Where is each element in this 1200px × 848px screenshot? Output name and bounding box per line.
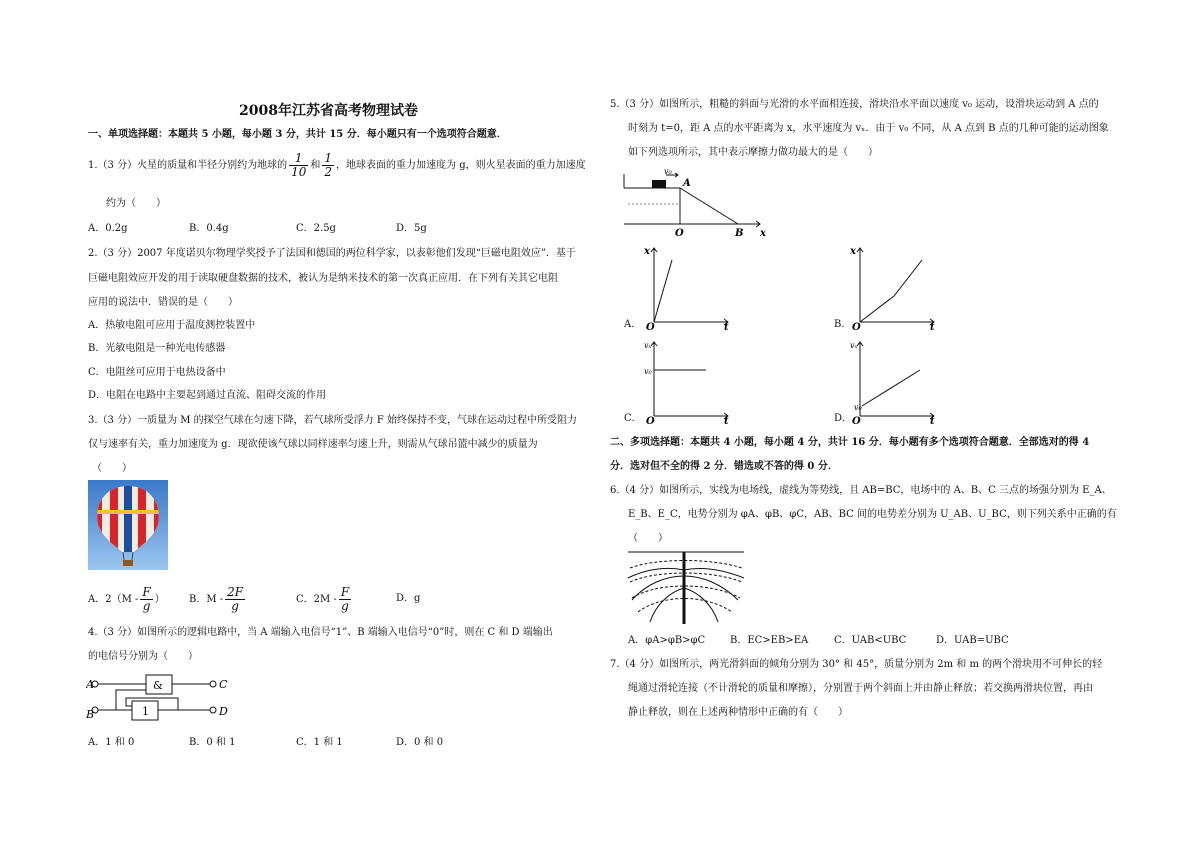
q4-stem-line1: 4.（3 分）如图所示的逻辑电路中，当 A 端输入电信号“1”、B 端输入电信号“0”时，则在 C 和 D 端输出 [88,627,553,638]
q3-option-a: A．2（M - $\frac{F}{g}$ ） [88,585,165,613]
section-1-heading: 一、单项选择题：本题共 5 小题，每小题 3 分，共计 15 分．每小题只有一个选项符合题意． [88,129,507,140]
svg-text:O: O [852,416,861,424]
incline-figure [620,166,770,238]
q6-option-c: C．UAB<UBC [834,635,907,646]
q2-stem-line1: 2.（3 分）2007 年度诺贝尔物理学奖授予了法国和德国的两位科学家，以表彰他们发现“巨磁电阻效应”．基于 [88,248,576,259]
svg-text:vₓ: vₓ [850,341,858,350]
hot-air-balloon-image [88,480,168,570]
section-2-heading-line1: 二、多项选择题：本题共 4 小题，每小题 4 分，共计 16 分．每小题有多个选项符合题意．全部选对的得 4 [610,437,1090,448]
q2-option-d: D．电阻在电路中主要起到通过直流、阻碍交流的作用 [88,390,327,401]
svg-text:vₓ: vₓ [644,341,652,350]
q4-option-d: D．0 和 0 [396,737,444,748]
q5-option-c: C． [624,413,642,424]
q5-graph-c [642,338,738,424]
terminal-a-label: A [86,678,94,691]
q7-stem-line3: 静止释放，则在上述两种情形中正确的有（ ） [628,707,848,718]
svg-text:t: t [930,322,935,330]
point-a-label: A [683,178,691,189]
q2-stem-line3: 应用的说法中．错误的是（ ） [88,297,238,308]
q1-option-b: B．0.4g [189,223,229,234]
fraction: $\frac{F}{g}$ [340,585,350,613]
svg-text:t: t [930,416,935,424]
svg-text:t: t [724,322,729,330]
point-b-label: B [735,228,744,238]
q5-option-b: B． [834,319,852,330]
q2-stem-line2: 巨磁电阻效应开发的用于读取硬盘数据的技术，被认为是纳米技术的第一次真正应用．在下列有关其它电阻 [88,273,558,284]
q7-stem-line1: 7.（4 分）如图所示，两光滑斜面的倾角分别为 30° 和 45°，质量分别为 2m 和 m 的两个滑块用不可伸长的轻 [610,659,1103,670]
svg-text:x: x [644,246,650,257]
fraction: $\frac{1}{2}$ [324,151,333,179]
question-1: 1.（3 分）火星的质量和半径分别约为地球的 $\frac{1}{10}$ 和 $\frac{1}{2}$ ，地球表面的重力加速度为 g，则火星表面的重力加速度 [88,151,586,179]
q1-option-d: D．5g [396,223,427,234]
fraction: $\frac{F}{g}$ [142,585,151,613]
q2-option-a: A．热敏电阻可应用于温度测控装置中 [88,320,256,331]
q6-stem-line2: E_B、E_C，电势分别为 φA、φB、φC，AB、BC 间的电势差分别为 U_AB、U_BC，则下列关系中正确的有 [628,509,1117,520]
terminal-d-label: D [219,705,228,718]
q6-stem-line3: （ ） [628,533,668,544]
svg-text:O: O [646,322,655,330]
q5-graph-a [642,244,738,330]
terminal-b-label: B [86,708,95,721]
svg-text:t: t [724,416,729,424]
svg-text:O: O [852,322,861,330]
terminal-c-label: C [219,678,228,691]
q2-option-c: C．电阻丝可应用于电热设备中 [88,367,226,378]
q3-stem-line1: 3.（3 分）一质量为 M 的探空气球在匀速下降，若气球所受浮力 F 始终保持不变，气球在运动过程中所受阻力 [88,415,577,426]
not-gate-symbol: 1 [142,705,149,718]
q5-graph-b [848,244,944,330]
q4-stem-line2: 的电信号分别为（ ） [88,651,198,662]
svg-text:x: x [850,246,856,257]
q3-stem-line3: （ ） [92,463,132,474]
q4-option-c: C．1 和 1 [296,737,343,748]
v0-label: v₀ [664,167,672,176]
q3-option-b: B．M - $\frac{2F}{g}$ [189,585,244,613]
fraction: $\frac{1}{10}$ [291,151,307,179]
q6-option-b: B．EC>EB>EA [730,635,809,646]
svg-text:O: O [646,416,655,424]
q5-option-d: D． [834,413,853,424]
q7-stem-line2: 绳通过滑轮连接（不计滑轮的质量和摩擦），分别置于两个斜面上并由静止释放；若交换两滑块位置，再由 [628,683,1093,694]
q2-option-b: B．光敏电阻是一种光电传感器 [88,343,226,354]
q5-graph-d [848,338,944,424]
q5-stem-line2: 时刻为 t=0，距 A 点的水平距离为 x，水平速度为 vₓ．由于 v₀ 不同，从 A 点到 B 点的几种可能的运动图象 [628,123,1109,134]
q1-option-a: A．0.2g [88,223,128,234]
page-title: 2008年江苏省高考物理试卷 [239,103,418,119]
svg-text:v₀: v₀ [644,367,652,376]
point-o-label: O [675,228,684,238]
svg-text:v₀: v₀ [854,403,862,412]
q1-stem: 1.（3 分）火星的质量和半径分别约为地球的 [88,160,288,171]
and-gate-symbol: & [153,679,163,692]
q5-option-a: A． [624,319,642,330]
q6-stem-line1: 6.（4 分）如图所示，实线为电场线，虚线为等势线，且 AB=BC，电场中的 A、B、C 三点的场强分别为 E_A、 [610,485,1112,496]
fraction: $\frac{2F}{g}$ [227,585,244,613]
section-2-heading-line2: 分．选对但不全的得 2 分．错选或不答的得 0 分． [610,461,838,472]
q3-stem-line2: 仅与速率有关，重力加速度为 g．现欲使该气球以同样速率匀速上升，则需从气球吊篮中减少的质量为 [88,439,538,450]
logic-circuit-diagram [86,668,236,728]
q4-option-b: B．0 和 1 [189,737,236,748]
electric-field-figure [626,548,746,626]
q1-stem-line2: 约为（ ） [106,198,166,209]
x-axis-label: x [760,228,766,238]
q6-option-a: A．φA>φB>φC [628,635,706,646]
q3-option-d: D．g [396,593,421,604]
q6-option-d: D．UAB=UBC [936,635,1009,646]
q5-stem-line1: 5.（3 分）如图所示，粗糙的斜面与光滑的水平面相连接，滑块沿水平面以速度 v₀ 运动，设滑块运动到 A 点的 [610,99,1099,110]
q4-option-a: A．1 和 0 [88,737,135,748]
q5-stem-line3: 如下列选项所示，其中表示摩擦力做功最大的是（ ） [628,147,878,158]
q1-option-c: C．2.5g [296,223,336,234]
q3-option-c: C．2M - $\frac{F}{g}$ [296,585,350,613]
